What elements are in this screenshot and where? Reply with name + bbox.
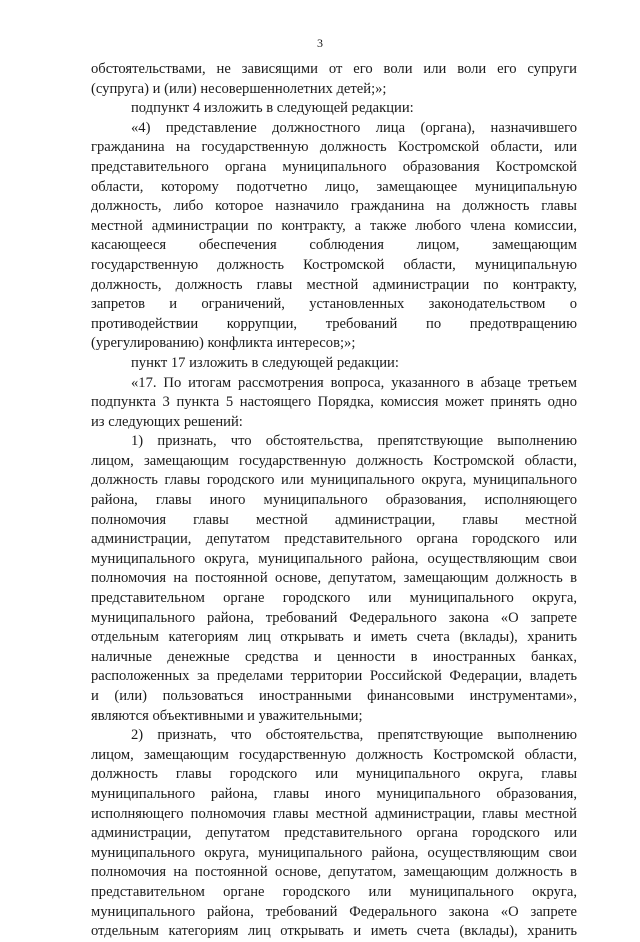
text-line: исполняющего полномочия главы местной администрации, главы местной: [91, 805, 577, 822]
text-line: должность главы городского или муниципального округа, муниципального: [91, 472, 577, 489]
text-line: местной администрации по контракту, а также любого члена комиссии,: [91, 217, 577, 234]
text-line: пункт 17 изложить в следующей редакции:: [131, 354, 399, 371]
page-number: 3: [317, 36, 323, 50]
text-line: подпункт 4 изложить в следующей редакции:: [131, 100, 414, 117]
text-line: представительном органе городского или муниципального округа,: [91, 590, 577, 607]
text-line: отдельным категориям лиц открывать и иметь счета (вклады), хранить: [91, 923, 577, 940]
text-line: запретов и ограничений, установленных законодательством о: [91, 296, 577, 313]
text-line: представительного органа муниципального образования Костромской: [91, 158, 577, 175]
text-line: полномочия на постоянной основе, депутатом, замещающим должность в: [91, 570, 577, 587]
text-line: (урегулированию) конфликта интересов;»;: [91, 335, 356, 352]
text-line: лицом, замещающим государственную должность Костромской области,: [91, 452, 577, 469]
text-line: лицом, замещающим государственную должность Костромской области,: [91, 746, 577, 763]
text-line: государственную должность Костромской области, муниципальную: [91, 256, 577, 273]
text-line: администрации, депутатом представительного органа городского или: [91, 825, 577, 842]
text-line: являются объективными и уважительными;: [91, 707, 363, 724]
text-line: расположенных за пределами территории Российской Федерации, владеть: [91, 668, 577, 685]
text-line: наличные денежные средства и ценности в иностранных банках,: [91, 648, 577, 665]
text-line: представительном органе городского или муниципального округа,: [91, 883, 577, 900]
text-line: 2) признать, что обстоятельства, препятствующие выполнению: [131, 727, 577, 744]
text-line: 1) признать, что обстоятельства, препятствующие выполнению: [131, 433, 577, 450]
text-line: администрации, депутатом представительного органа городского или: [91, 531, 577, 548]
text-line: и (или) пользоваться иностранными финансовыми инструментами»,: [91, 688, 577, 704]
text-line: отдельным категориям лиц открывать и иметь счета (вклады), хранить: [91, 629, 577, 646]
text-line: касающееся обеспечения соблюдения лицом, замещающим: [91, 237, 577, 254]
text-line: (супруга) и (или) несовершеннолетних детей;»;: [91, 80, 387, 97]
text-line: муниципального округа, муниципального района, осуществляющим свои: [91, 550, 577, 567]
text-line: муниципального района, главы иного муниципального образования,: [91, 785, 577, 802]
text-line: должность, должность главы местной администрации по контракту,: [91, 276, 577, 293]
text-line: должность, либо которое назначило гражданина на должность главы: [91, 198, 577, 215]
text-line: области, которому подотчетно лицо, замещающее муниципальную: [91, 178, 577, 195]
text-line: «4) представление должностного лица (органа), назначившего: [131, 119, 577, 136]
text-line: полномочия на постоянной основе, депутатом, замещающим должность в: [91, 864, 577, 881]
text-line: должность главы городского или муниципального округа, главы: [91, 766, 577, 783]
text-line: подпункта 3 пункта 5 настоящего Порядка, комиссия может принять одно: [91, 394, 577, 411]
document-body: [91, 60, 577, 942]
text-line: муниципального округа, муниципального района, осуществляющим свои: [91, 844, 577, 861]
text-line: противодействии коррупции, требований по предотвращению: [91, 315, 577, 332]
text-line: «17. По итогам рассмотрения вопроса, указанного в абзаце третьем: [131, 374, 577, 391]
text-line: района, главы иного муниципального образования, исполняющего: [91, 492, 577, 509]
text-line: гражданина на государственную должность Костромской области, или: [91, 139, 577, 156]
text-line: муниципального района, требований Федерального закона «О запрете: [91, 903, 577, 920]
text-line: обстоятельствами, не зависящими от его воли или воли его супруги: [91, 61, 577, 77]
text-line: из следующих решений:: [91, 413, 243, 430]
text-line: полномочия главы местной администрации, главы местной: [91, 511, 577, 528]
text-line: муниципального района, требований Федерального закона «О запрете: [91, 609, 577, 626]
